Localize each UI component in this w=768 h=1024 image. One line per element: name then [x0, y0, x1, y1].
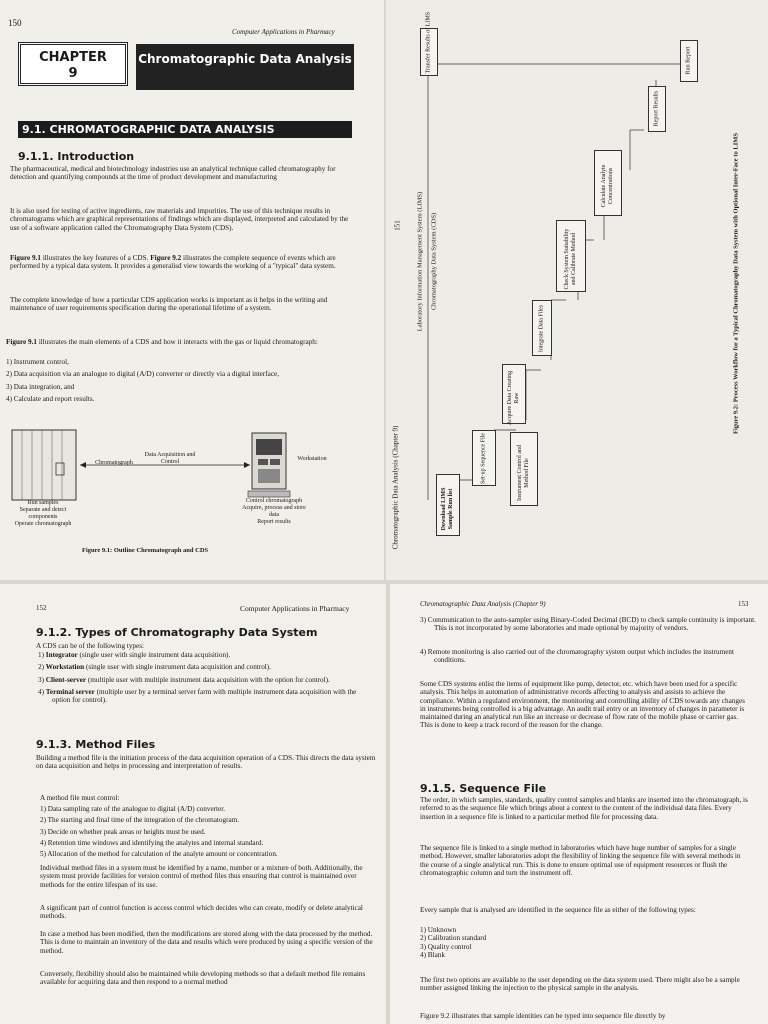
- paragraph: Figure 9.1 illustrates the key features of a CDS. Figure 9.2 illustrates the complete sequence of events which are performed by a typical data system. It provides a generalisd view towards the working of a "typical" data system.: [10, 254, 336, 271]
- running-head: Chromatographic Data Analysis (Chapter 9): [420, 600, 546, 608]
- fig-label-daq: Data Acquisition and Control: [144, 452, 196, 465]
- types-list: [38, 651, 376, 704]
- method-list: [40, 805, 376, 858]
- page-153: [390, 584, 768, 1024]
- list-item: 2) Workstation (single user with single instrument data acquisition and control).: [38, 663, 271, 672]
- heading-9-1-2: 9.1.2. Types of Chromatography Data System: [36, 626, 318, 639]
- chapter-number: 9: [68, 66, 78, 81]
- page-number: 150: [8, 18, 22, 28]
- running-head: Computer Applications in Pharmacy: [232, 28, 335, 36]
- paragraph: A significant part of control function is access control which decides who can create, modify or delete analytical methods.: [40, 904, 363, 921]
- list-item: 1) Integrator (single user with single instrument data acquisition).: [38, 651, 231, 659]
- paragraph: A CDS can be of the following types:: [36, 642, 144, 650]
- list-item: 1) Data sampling rate of the analogue to digital (A/D) converter.: [40, 805, 226, 813]
- heading-9-1-5: 9.1.5. Sequence File: [420, 782, 547, 795]
- list-item: 4) Terminal server (multiple user by a terminal server farm with multiple instrument data acquisition with the option for control).: [38, 687, 357, 705]
- paragraph: The sequence file is linked to a single method in laboratories which have huge number of samples for a single method. However, smaller laboratories adopt the flexibility of linking the sequence file with several methods in the course of a single analytical run. This is done to ensure optimal use of equipment resources or flush the chromatographic column and turn the instrument off.: [420, 844, 741, 877]
- paragraph: Individual method files in a system must be identified by a name, number or a mixture of both. Additionally, the system must provide facilities for version control of method files thus ensuring that control is maintained over methods for the entire lifespan of its use.: [40, 864, 363, 889]
- chapter-title: Chromatographic Data Analysis: [136, 44, 354, 90]
- page-152: [0, 584, 386, 1024]
- fig-right-caption: Control chromatograph Acquire, process and store data Report results: [242, 498, 306, 525]
- list-item: 1) Instrument control,: [6, 358, 69, 366]
- box-instrument-control: Instrument Control and Method File: [510, 432, 538, 506]
- section-heading: 9.1. CHROMATOGRAPHIC DATA ANALYSIS: [18, 121, 352, 138]
- fig-label-workstation: Workstation: [297, 456, 327, 462]
- list-item: 2) Data acquisition via an analogue to digital (A/D) converter or directly via a digital interface,: [6, 370, 280, 379]
- page-151: [386, 0, 768, 580]
- chapter-label: CHAPTER: [39, 50, 107, 65]
- list-item: 4) Remote monitoring is also carried out of the chromatography system output which includes the instrument conditions.: [420, 648, 735, 665]
- box-calculate-analyte: Calculate Analyte Concentrations: [594, 150, 622, 216]
- list-item: 4) Blank: [420, 950, 445, 959]
- list-item: 3) Quality control: [420, 942, 472, 951]
- paragraph: A method file must control:: [40, 794, 120, 802]
- chromatograph-illustration: [12, 430, 76, 500]
- list-item: 4) Retention time windows and identifying the analytes and internal standard.: [40, 838, 264, 847]
- paragraph: Figure 9.1 illustrates the main elements of a CDS and how it interacts with the gas or liquid chromatograph:: [6, 338, 318, 346]
- box-acquire-data: Acquire Data Creating Raw: [502, 364, 526, 424]
- box-check-system: Check System Suitability and Calibrate Method: [556, 220, 586, 292]
- list-item: 3) Communication to the auto-sampler using Binary-Coded Decimal (BCD) to check sample continuity is important. This is not incorporated by some laboratories and made optional by majority of vendors.: [420, 616, 756, 633]
- box-run-report: Run Report: [680, 40, 698, 82]
- paragraph: Conversely, flexibility should also be maintained while developing methods so that a default method file remains available for acquiring data and then respond to a normal method: [40, 970, 366, 987]
- heading-9-1-3: 9.1.3. Method Files: [36, 738, 156, 751]
- list-item: 1) Unknown: [420, 926, 457, 934]
- list-item: 4) Calculate and report results.: [6, 394, 95, 403]
- figure-caption: Figure 9.2: Process Workflow for a Typical Chromatography Data System with Optional Inter-Face to LIMS: [732, 133, 740, 434]
- paragraph: Building a method file is the initiation process of the data acquisition operation of a CDS. This directs the data system on data acquisition and helps in processing and interpretation of results.: [36, 754, 376, 771]
- box-report-results: Report Results: [648, 86, 666, 132]
- sample-types-list: [420, 926, 750, 959]
- box-set-up-sequence: Set-up Sequence File: [472, 430, 496, 486]
- list-item: 5) Allocation of the method for calculation of the analyte amount or concentration.: [40, 850, 278, 859]
- figure-caption: Figure 9.1: Outline Chromatograph and CDS: [82, 547, 209, 554]
- paragraph: Some CDS systems enlist the items of equipment like pump, detector, etc. which have been used for a specific analysis. This helps in automation of administrative records affecting to analysis and assists to achieve the compliance. Within a regulated environment, the monitoring and controlling ability of CDS towards any changes in instruments being controlled is a big advantage. An audit trail entry or an inventory of changes in parameter is maintained during an analytical run like an increase or decrease of flow rate of the mobile phase or carrier gas. This is done to keep a track record of the reason for the change.: [420, 680, 745, 730]
- sub-heading: 9.1.1. Introduction: [18, 150, 135, 163]
- chapter-box: [18, 42, 128, 86]
- page-number: 153: [738, 600, 749, 608]
- paragraph: The first two options are available to the user depending on the data system used. There might also be a sample number assigned linking the injection to the physical sample in the analysis.: [420, 976, 740, 993]
- running-head: Chromatographic Data Analysis (Chapter 9): [391, 425, 400, 550]
- list-item: 3) Client-server (multiple user with multiple instrument data acquisition with the option for control).: [38, 675, 330, 684]
- list-item: 2) The starting and final time of the integration of the chromatogram.: [40, 816, 240, 825]
- box-download-lims: Download LIMS Sample Run list: [436, 474, 460, 536]
- page-number: 151: [393, 220, 402, 231]
- list-item: 2) Calibration standard: [420, 934, 487, 943]
- paragraph: It is also used for testing of active ingredients, raw materials and impurities. The use of this technique results in chromatograms which are graphical representations of findings which are displayed, interpreted and calculated by the use of a software application called the Chromatography Data System (CDS).: [10, 207, 349, 232]
- lims-label: Laboratory Information Management System (LIMS): [416, 191, 424, 332]
- page-number: 152: [36, 604, 47, 612]
- paragraph: The complete knowledge of how a particular CDS application works is important as it helps in the writing and maintenance of user requirements specification during the operational lifetime of a system.: [10, 296, 328, 313]
- list-item: 3) Decide on whether peak areas or heights must be used.: [40, 827, 206, 836]
- paragraph: The order, in which samples, standards, quality control samples and blanks are inserted into the chromatograph, is referred to as the sequence file which brings about a context to the content of the individual data files. Every insertion in a sequence file is linked to a particular method file for processing data.: [420, 796, 748, 821]
- paragraph: The pharmaceutical, medical and biotechnology industries use an analytical technique called chromatography for detection and quantifying compounds at the time of product development and manufacturing: [10, 165, 336, 182]
- paragraph: In case a method has been modified, then the modifications are stored along with the data processed by the method. This is done to maintain an inventory of the data and results which were produced by using a specific version of the method.: [40, 930, 373, 955]
- list-item: 3) Data integration, and: [6, 382, 75, 391]
- box-integrate-data: Integrate Data Files: [532, 300, 552, 356]
- fig-label-chromatograph: Chromatograph: [95, 460, 133, 466]
- running-head: Computer Applications in Pharmacy: [240, 604, 350, 613]
- cds-label: Chromatography Data System (CDS): [430, 212, 438, 311]
- paragraph: Every sample that is analysed are identified in the sequence file as either of the following types:: [420, 906, 696, 914]
- paragraph: Figure 9.2 illustrates that sample identities can be typed into sequence file directly by: [420, 1012, 666, 1020]
- fig-left-caption: Run samples Separate and detect components Operate chromatograph: [14, 500, 72, 527]
- box-transfer-results: Transfer Results of LIMS: [420, 28, 438, 76]
- list: [6, 358, 350, 403]
- page-150: [0, 0, 384, 580]
